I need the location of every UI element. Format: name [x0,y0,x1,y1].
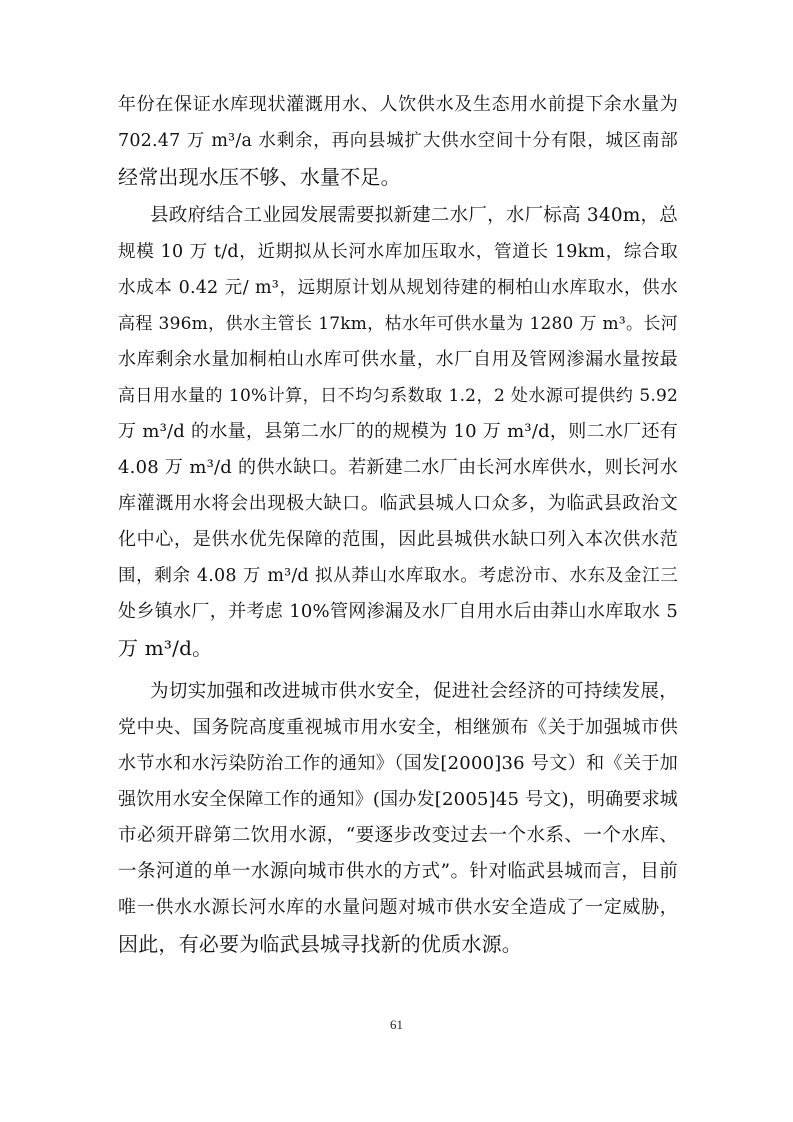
text-line: 为切实加强和改进城市供水安全，促进社会经济的可持续发展， [150,681,678,702]
text-line: 年份在保证水库现状灌溉用水、人饮供水及生态用水前提下余水量为 [118,94,678,115]
text-line: 经常出现水压不够、水量不足。 [118,165,401,189]
text-line: 因此，有必要为临武县城寻找新的优质水源。 [118,932,522,956]
page-number: 61 [390,1017,403,1032]
text-line: 702.47 万 m³/a 水剩余，再向县城扩大供水空间十分有限，城区南部 [118,131,678,151]
text-line: 高日用水量的 10%计算，日不均匀系数取 1.2，2 处水源可提供约 5.92 [118,386,678,406]
text-line: 水节水和水污染防治工作的通知》（国发[2000]36 号文）和《关于加 [118,753,678,774]
text-line: 党中央、国务院高度重视城市用水安全，相继颁布《关于加强城市供 [118,717,678,738]
text-line: 4.08 万 m³/d 的供水缺口。若新建二水厂由长河水库供水，则长河水 [118,457,678,478]
text-line: 围，剩余 4.08 万 m³/d 拟从莽山水库取水。考虑汾市、水东及金江三 [118,566,678,586]
text-line: 规模 10 万 t/d，近期拟从长河水库加压取水，管道长 19km，综合取 [118,242,678,262]
text-line: 库灌溉用水将会出现极大缺口。临武县城人口众多，为临武县政治文 [118,493,678,514]
text-line: 处乡镇水厂，并考虑 10%管网渗漏及水厂自用水后由莽山水库取水 5 [118,601,678,622]
text-line: 唯一供水水源长河水库的水量问题对城市供水安全造成了一定威胁， [118,897,678,918]
text-line: 强饮用水安全保障工作的通知》(国办发[2005]45 号文)，明确要求城 [118,789,678,810]
text-line: 市必须开辟第二饮用水源，“要逐步改变过去一个水系、一个水库、 [118,825,678,846]
text-line: 一条河道的单一水源向城市供水的方式”。针对临武县城而言，目前 [118,861,678,882]
text-line: 万 m³/d。 [118,636,213,660]
text-line: 化中心，是供水优先保障的范围，因此县城供水缺口列入本次供水范 [118,529,678,550]
text-line: 水库剩余水量加桐柏山水库可供水量，水厂自用及管网渗漏水量按最 [118,349,678,370]
text-line: 水成本 0.42 元/ m³，远期原计划从规划待建的桐柏山水库取水，供水 [118,278,678,298]
text-line: 县政府结合工业园发展需要拟新建二水厂，水厂标高 340m，总 [150,205,678,226]
text-line: 高程 396m，供水主管长 17km，枯水年可供水量为 1280 万 m³。长河 [118,314,678,334]
text-line: 万 m³/d 的水量，县第二水厂的的规模为 10 万 m³/d，则二水厂还有 [118,421,678,442]
